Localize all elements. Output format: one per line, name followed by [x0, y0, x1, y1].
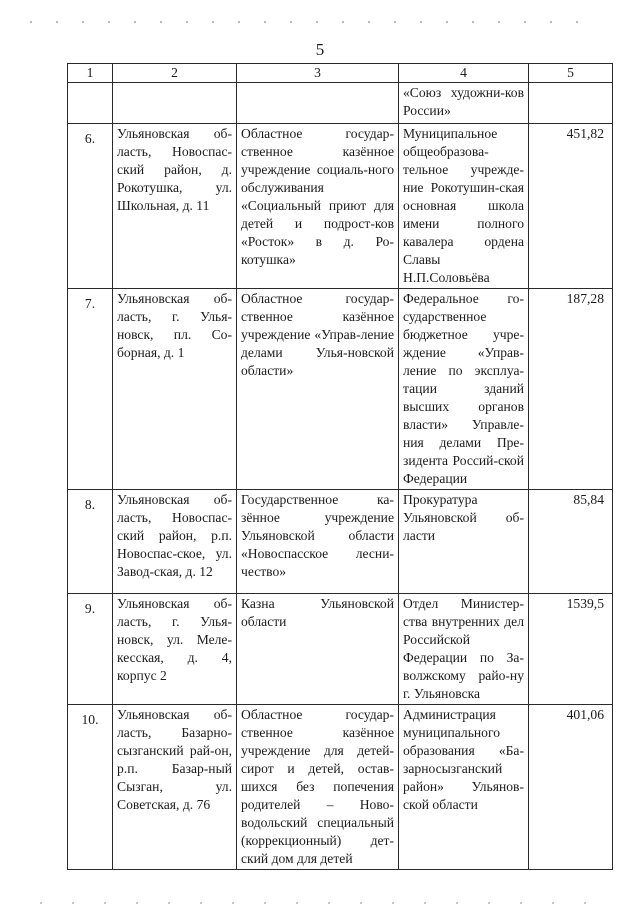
area-cell: 187,28	[529, 289, 613, 490]
header-cell: 4	[399, 64, 529, 83]
table-row	[68, 289, 613, 490]
holder-cell: Областное государ-ственное казённое учреждение для детей-сирот и детей, остав-шихся без попечения родителей – Ново-водольский специальный (коррекционный) дет-ский дом для детей	[237, 705, 399, 870]
user-cell: «Союз художни-ков России»	[399, 83, 529, 124]
header-cell: 1	[68, 64, 113, 83]
holder-cell	[237, 83, 399, 124]
area-cell: 85,84	[529, 490, 613, 594]
user-cell: Отдел Министер-ства внутренних дел Российской Федерации по За-волжскому райо-ну г. Ульяновска	[399, 594, 529, 705]
user-cell: Администрация муниципального образования «Ба-зарносызганский район» Ульянов-ской области	[399, 705, 529, 870]
table-row	[68, 124, 613, 289]
table-row	[68, 594, 613, 705]
header-cell: 2	[113, 64, 237, 83]
address-cell: Ульяновская об-ласть, г. Улья-новск, пл. Со-борная, д. 1	[113, 289, 237, 490]
row-number-cell: 7.	[68, 289, 113, 490]
row-number-cell: 9.	[68, 594, 113, 705]
row-number-cell	[68, 83, 113, 124]
header-cell: 5	[529, 64, 613, 83]
area-cell: 451,82	[529, 124, 613, 289]
table-row	[68, 705, 613, 870]
row-number-cell: 10.	[68, 705, 113, 870]
area-cell: 401,06	[529, 705, 613, 870]
table-row-continuation	[68, 83, 613, 124]
address-cell: Ульяновская об-ласть, г. Улья-новск, ул. Меле-кесская, д. 4, корпус 2	[113, 594, 237, 705]
address-cell: Ульяновская об-ласть, Базарно-сызганский рай-он, р.п. Базар-ный Сызган, ул. Советская, д. 76	[113, 705, 237, 870]
header-cell: 3	[237, 64, 399, 83]
user-cell: Федеральное го-сударственное бюджетное учре-ждение «Управ-ление по эксплуа-тации зданий высших органов власти» Управле-ния делами Пре-зидента Россий-ской Федерации	[399, 289, 529, 490]
holder-cell: Казна Ульяновской области	[237, 594, 399, 705]
property-table	[67, 63, 613, 870]
page-number: 5	[315, 40, 325, 59]
area-cell	[529, 83, 613, 124]
user-cell: Прокуратура Ульяновской об-ласти	[399, 490, 529, 594]
table-header-row	[68, 64, 613, 83]
holder-cell: Областное государ-ственное казённое учреждение «Управ-ление делами Улья-новской области»	[237, 289, 399, 490]
area-cell: 1539,5	[529, 594, 613, 705]
address-cell: Ульяновская об-ласть, Новоспас-ский район, р.п. Новоспас-ское, ул. Завод-ская, д. 12	[113, 490, 237, 594]
row-number-cell: 6.	[68, 124, 113, 289]
address-cell: Ульяновская об-ласть, Новоспас-ский район, д. Рокотушка, ул. Школьная, д. 11	[113, 124, 237, 289]
user-cell: Муниципальное общеобразова-тельное учрежде-ние Рокотушин-ская основная школа имени полного кавалера ордена Славы Н.П.Соловьёва	[399, 124, 529, 289]
holder-cell: Областное государ-ственное казённое учреждение социаль-ного обслуживания «Социальный приют для детей и подрост-ков «Росток» в д. Ро-котушка»	[237, 124, 399, 289]
address-cell	[113, 83, 237, 124]
holder-cell: Государственное ка-зённое учреждение Ульяновской области «Новоспасское лесни-чество»	[237, 490, 399, 594]
row-number-cell: 8.	[68, 490, 113, 594]
scan-edge-marks-bottom	[40, 891, 620, 897]
table-row	[68, 490, 613, 594]
scan-edge-marks-top	[30, 10, 630, 18]
